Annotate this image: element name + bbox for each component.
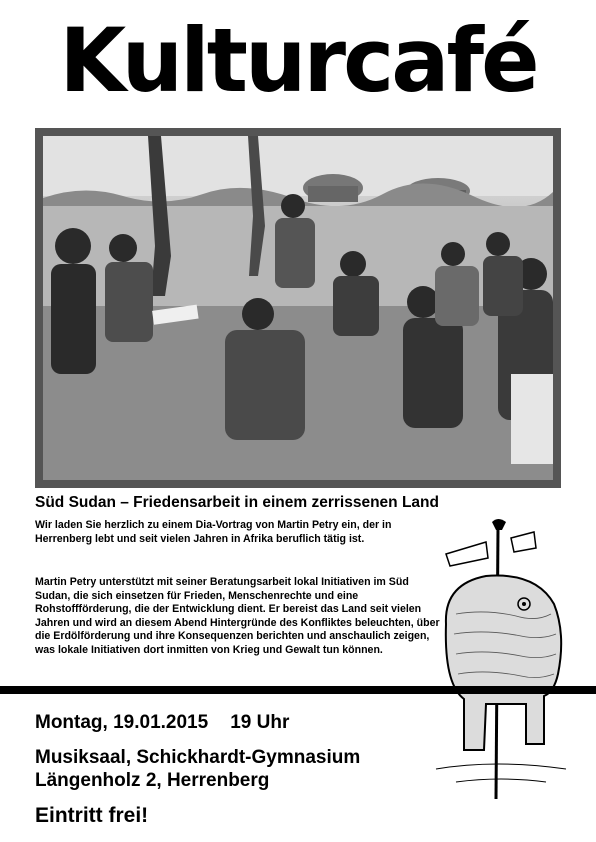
- elephant-sketch: [426, 514, 576, 804]
- meeting-photo: [43, 136, 553, 480]
- admission-text: Eintritt frei!: [35, 804, 149, 827]
- divider-bar: [0, 686, 596, 694]
- lecture-heading: Süd Sudan – Friedensarbeit in einem zerrissenen Land: [35, 494, 439, 511]
- event-date: Montag, 19.01.2015: [35, 712, 209, 733]
- event-time: 19 Uhr: [230, 712, 290, 733]
- intro-paragraph: Wir laden Sie herzlich zu einem Dia-Vortrag von Martin Petry ein, der in Herrenberg lebt und seit vielen Jahren in Afrika beruflich tätig ist.: [35, 519, 392, 545]
- event-venue: Musiksaal, Schickhardt-Gymnasium: [35, 747, 361, 768]
- photo-frame: [35, 128, 561, 488]
- event-datetime: [35, 712, 289, 734]
- description-paragraph: Martin Petry unterstützt mit seiner Beratungsarbeit lokal Initiativen im Süd Sudan, die sich einsetzen für Frieden, Menschenrechte und eine Rohstoffförderung, die der Entwicklung dient. Er bereist das Land seit vielen Jahren und wird an diesem Abend Hintergründe des Konfliktes beleuchten, über die Erdölförderung und ihre Konsequenzen berichten und anschaulich zeigen, was lokale Initiativen dort inmitten von Krieg und Gewalt tun können.: [35, 576, 440, 656]
- poster-title: Kulturcafé: [59, 9, 537, 112]
- meeting-photo-illustration: [43, 136, 553, 480]
- event-address: Längenholz 2, Herrenberg: [35, 770, 270, 791]
